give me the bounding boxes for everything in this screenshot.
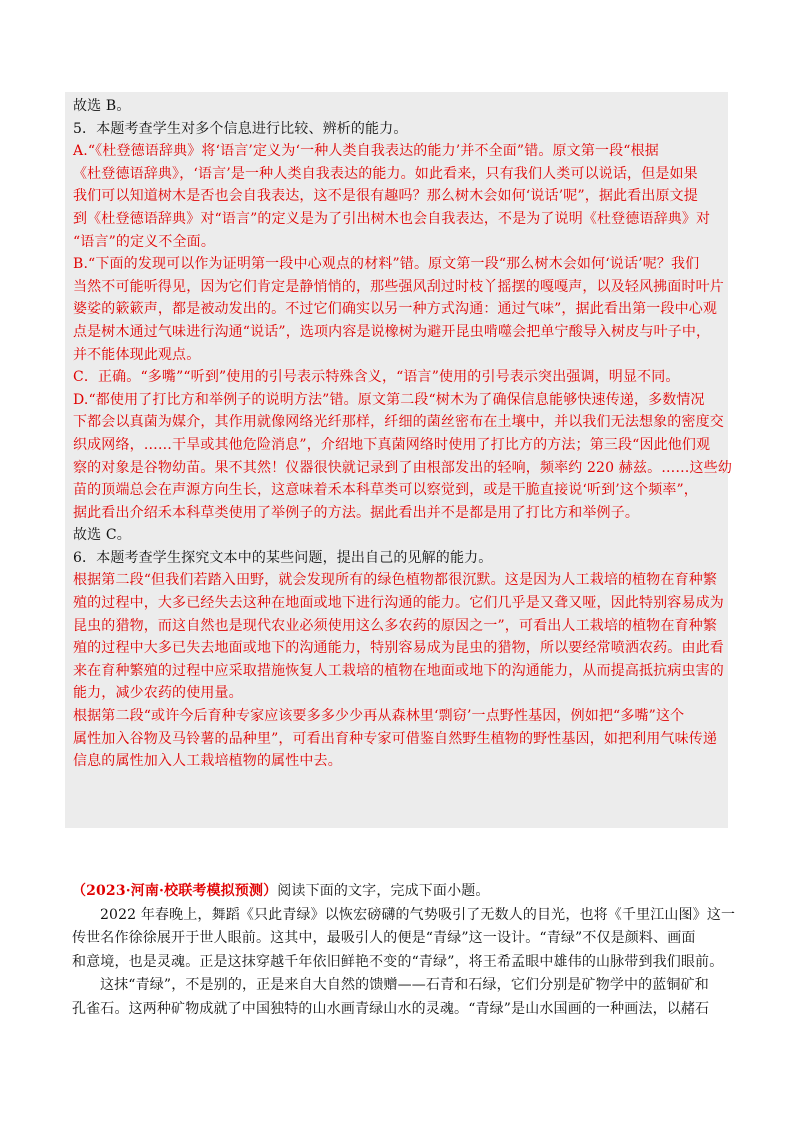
question-5-title: 5．本题考查学生对多个信息进行比较、辨析的能力。 xyxy=(73,120,408,137)
analysis-line: 属性加入谷物及马铃薯的品种里”，可看出育种专家可借鉴自然野生植物的野性基因，如把利用气味传递 xyxy=(73,730,718,747)
analysis-line: 到《杜登德语辞典》对“语言”的定义是为了引出树木也会自我表达，不是为了说明《杜登德语辞典》对 xyxy=(73,210,711,227)
passage-line: 孔雀石。这两种矿物成就了中国独特的山水画青绿山水的灵魂。“青绿”是山水国画的一种画法，以赭石 xyxy=(72,1000,710,1017)
passage-paragraph-1 xyxy=(72,904,736,975)
analysis-line: 信息的属性加入人工栽培植物的属性中去。 xyxy=(73,753,342,770)
question-source: （2023·河南·校联考模拟预测） xyxy=(72,883,278,899)
passage-paragraph-2 xyxy=(72,974,732,1021)
passage-line: 和意境，也是灵魂。正是这抹穿越千年依旧鲜艳不变的“青绿”，将王希孟眼中雄伟的山脉带到我们眼前。 xyxy=(72,953,724,970)
analysis-line: 并不能体现此观点。 xyxy=(73,346,201,363)
passage-line: 2022 年春晚上，舞蹈《只此青绿》以恢宏磅礴的气势吸引了无数人的目光，也将《千里江山图》这一 xyxy=(100,906,736,923)
analysis-line: A.“《杜登德语辞典》将‘语言’定义为‘一种人类自我表达的能力’并不全面”错。原文第一段“根据 xyxy=(73,143,659,160)
analysis-line: 婆娑的簌簌声，都是被动发出的。不过它们确实以另一种方式沟通：通过气味”，据此看出第一段中心观 xyxy=(73,301,718,318)
answer-analysis-block xyxy=(65,92,732,828)
analysis-line: B.“下面的发现可以作为证明第一段中心观点的材料”错。原文第一段“那么树木会如何‘说话’呢？我们 xyxy=(73,256,700,273)
question-6-analysis xyxy=(73,569,724,772)
analysis-line: “语言”的定义不全面。 xyxy=(73,233,215,250)
passage-line: 传世名作徐徐展开于世人眼前。这其中，最吸引人的便是“青绿”这一设计。“青绿”不仅是颜料、画面 xyxy=(72,930,696,946)
analysis-line: 殖的过程中大多已失去地面或地下的沟通能力，特别容易成为昆虫的猎物，所以要经常喷洒农药。由此看 xyxy=(73,640,724,657)
analysis-line: 下都会以真菌为媒介，其作用就像网络光纤那样，纤细的菌丝密布在土壤中，并以我们无法想象的密度交 xyxy=(73,414,724,431)
analysis-line: 我们可以知道树木是否也会自我表达，这不是很有趣吗？那么树木会如何‘说话’呢”，据此看出原文提 xyxy=(73,188,698,205)
analysis-line: 根据第二段“或许今后育种专家应该要多多少少再从森林里‘剽窃’一点野性基因，例如把“多嘴”这个 xyxy=(73,708,685,725)
analysis-line: 殖的过程中，大多已经失去这种在地面或地下进行沟通的能力。它们几乎是又聋又哑，因此特别容易成为 xyxy=(73,595,724,612)
question-6-title: 6．本题考查学生探究文本中的某些问题，提出自己的见解的能力。 xyxy=(73,549,493,566)
question-5-analysis xyxy=(73,140,732,524)
analysis-line: 据此看出介绍禾本科草类使用了举例子的方法。据此看出并不是都是用了打比方和举例子。 xyxy=(73,504,639,521)
analysis-line: 《杜登德语辞典》，‘语言’是一种人类自我表达的能力。如此看来，只有我们人类可以说话，但是如果 xyxy=(73,165,698,182)
analysis-line: 苗的顶端总会在声源方向生长，这意味着禾本科草类可以察觉到，或是干脆直接说‘听到’这个频率”， xyxy=(73,482,698,499)
reading-passage xyxy=(72,880,736,1021)
analysis-line: 能力，减少农药的使用量。 xyxy=(73,685,243,702)
analysis-line: 当然不可能听得见，因为它们肯定是静悄悄的，那些强风刮过时枝丫摇摆的嘎嘎声，以及轻风拂面时叶片 xyxy=(73,278,724,295)
conclusion-b: 故选 B。 xyxy=(73,98,131,114)
analysis-line: 根据第二段“但我们若踏入田野，就会发现所有的绿色植物都很沉默。这是因为人工栽培的植物在育种繁 xyxy=(73,572,718,589)
analysis-line: 点是树木通过气味进行沟通“说话”，选项内容是说橡树为避开昆虫啃噬会把单宁酸导入树皮与叶子中， xyxy=(73,323,711,340)
analysis-line: 织成网络，……干旱或其他危险消息”，介绍地下真菌网络时使用了打比方的方法；第三段“因此他们观 xyxy=(73,436,711,453)
analysis-line: 来在育种繁殖的过程中应采取措施恢复人工栽培的植物在地面或地下的沟通能力，从而提高抵抗病虫害的 xyxy=(73,662,724,679)
conclusion-c: 故选 C。 xyxy=(73,527,131,544)
analysis-line: C．正确。“多嘴”“听到”使用的引号表示特殊含义，“语言”使用的引号表示突出强调，明显不同。 xyxy=(73,369,680,386)
passage-header xyxy=(72,880,732,904)
analysis-line: 察的对象是谷物幼苗。果不其然！仪器很快就记录到了由根部发出的轻响，频率约 220 赫兹。……这些幼 xyxy=(73,459,732,476)
passage-line: 这抹“青绿”，不是别的，正是来自大自然的馈赠——石青和石绿，它们分别是矿物学中的蓝铜矿和 xyxy=(100,977,709,993)
passage-instruction: 阅读下面的文字，完成下面小题。 xyxy=(277,883,490,899)
analysis-line: 昆虫的猎物，而这自然也是现代农业必须使用这么多农药的原因之一”，可看出人工栽培的植物在育种繁 xyxy=(73,617,718,634)
analysis-line: D.“都使用了打比方和举例子的说明方法”错。原文第二段“树木为了确保信息能够快速传递，多数情况 xyxy=(73,391,705,408)
